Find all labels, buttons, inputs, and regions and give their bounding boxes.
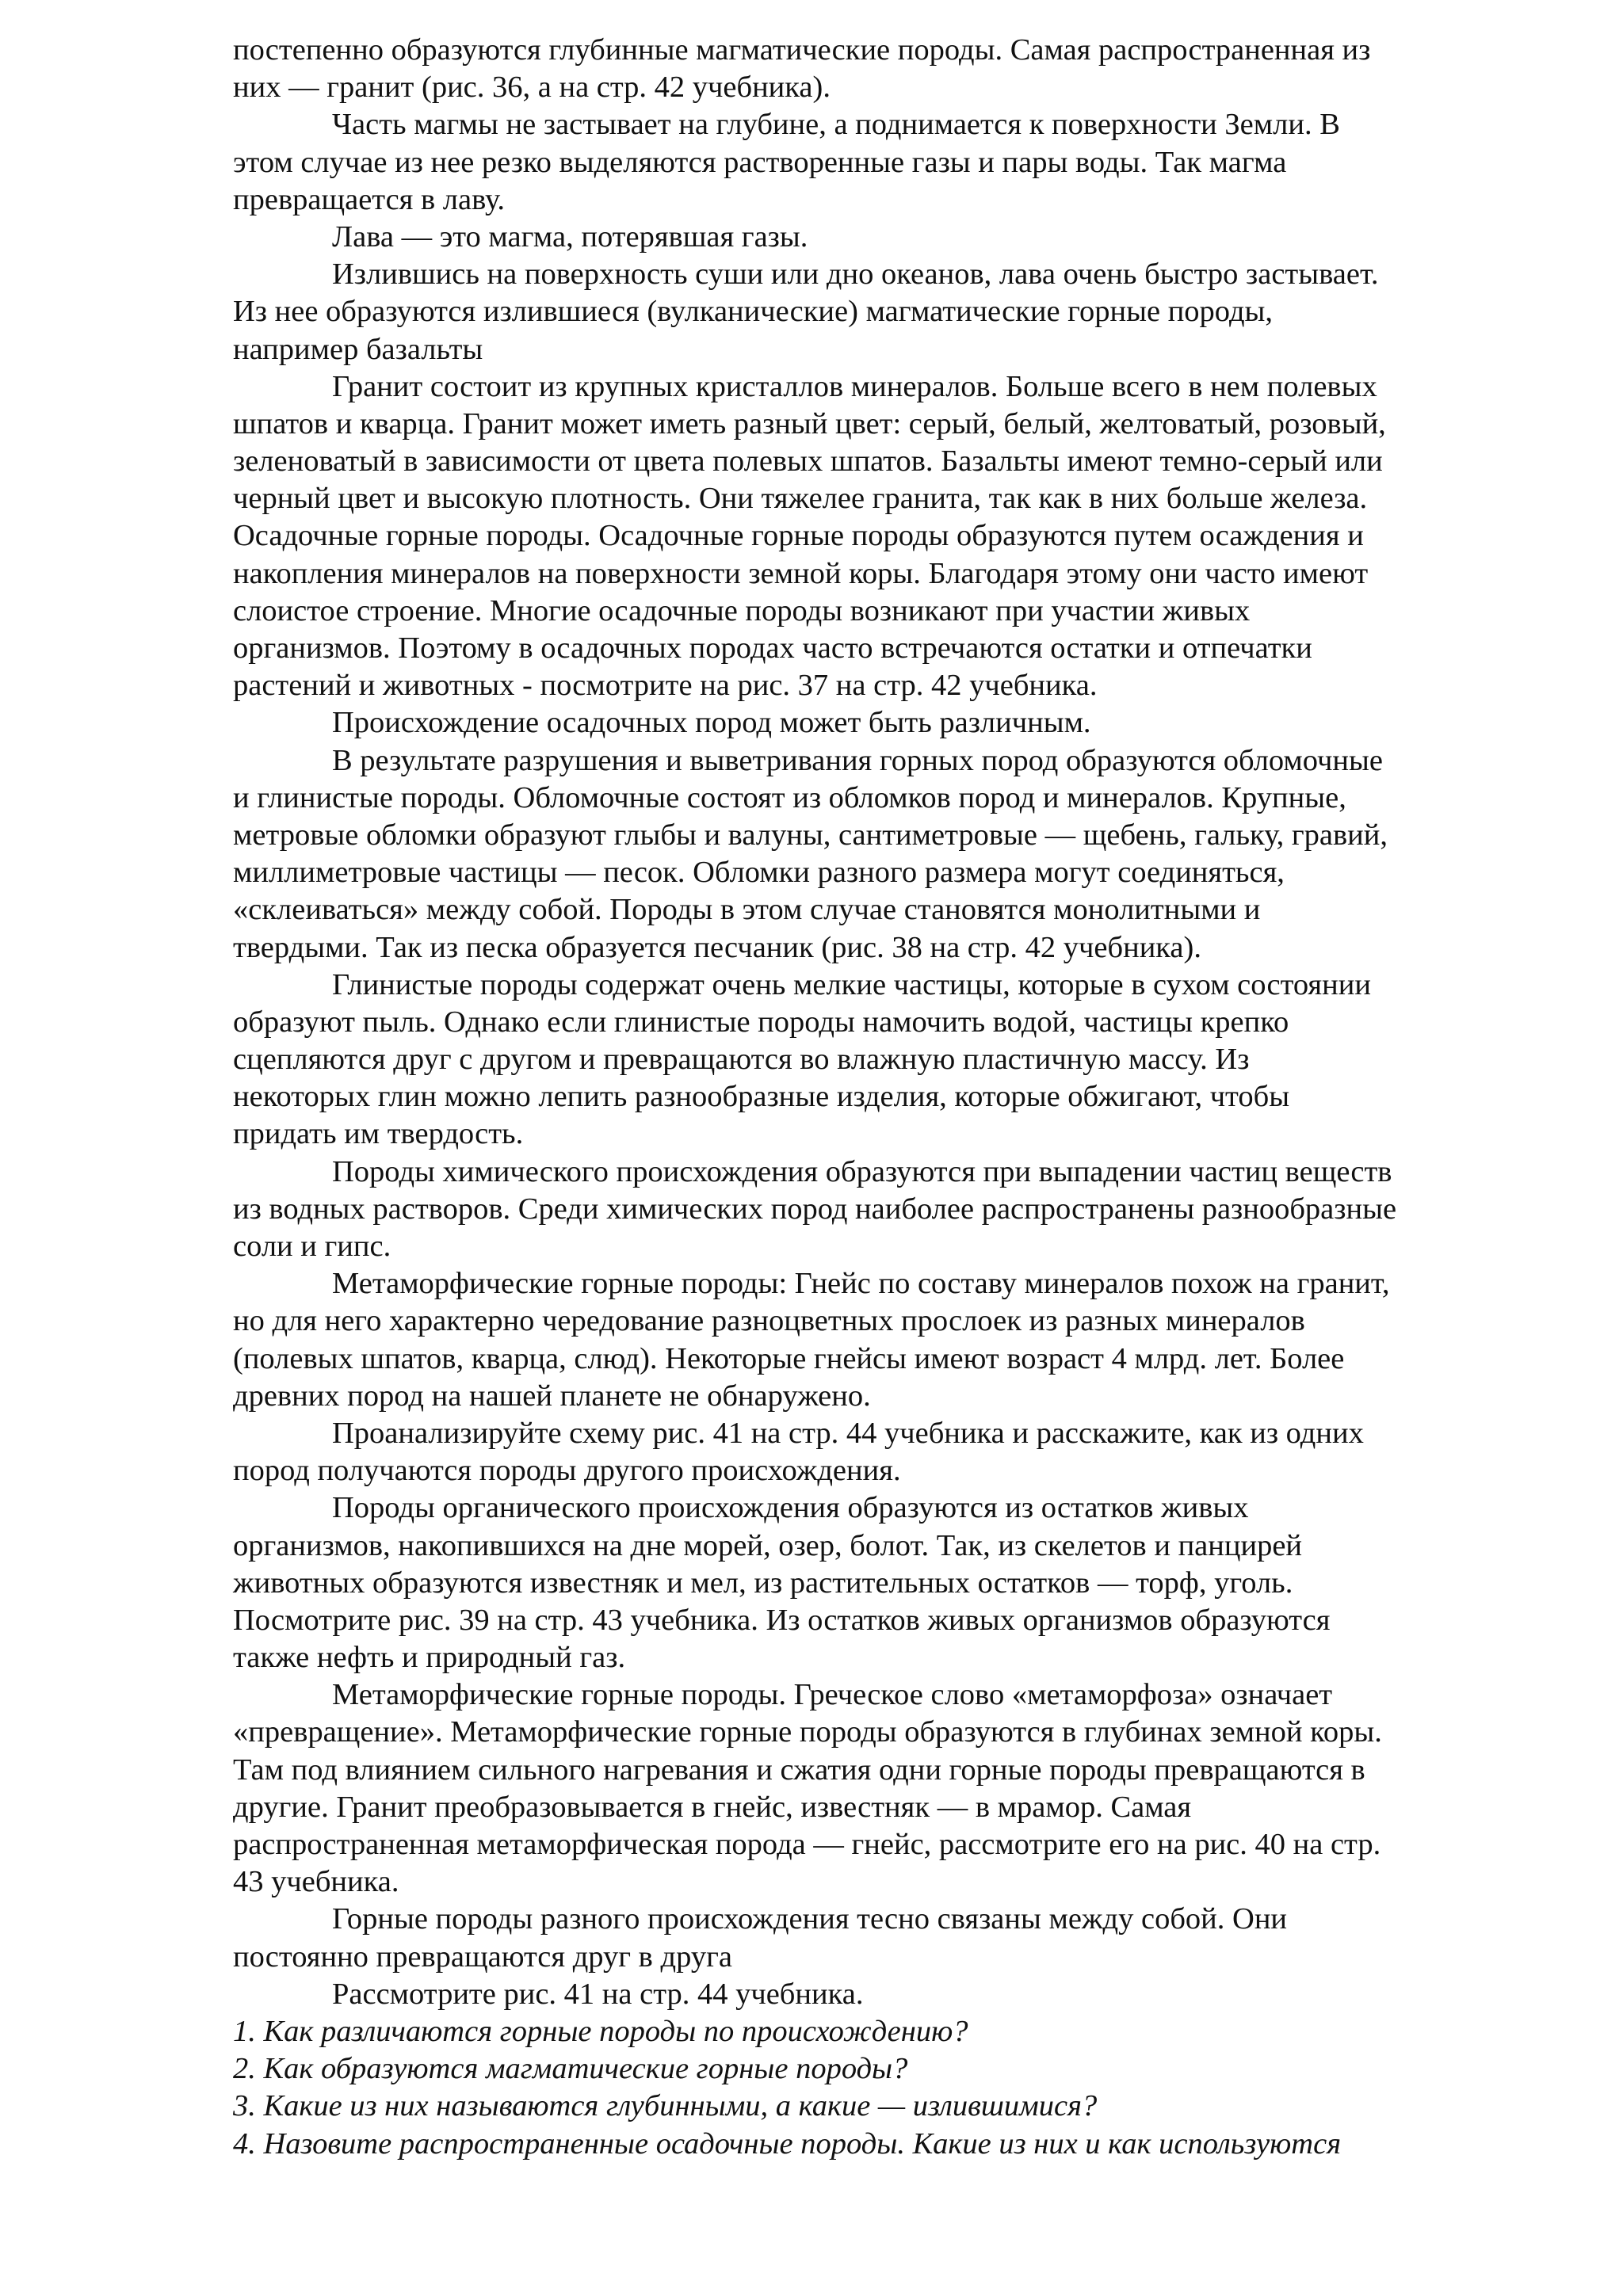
text-line: придать им твердость. (233, 1117, 524, 1151)
text-line: постепенно образуются глубинные магматические породы. Самая распространенная из (233, 33, 1371, 67)
text-line: Из нее образуются излившиеся (вулканические) магматические горные породы, (233, 295, 1274, 329)
text-line: метровые обломки образуют глыбы и валуны, сантиметровые — щебень, гальку, гравий, (233, 818, 1388, 852)
text-line: организмов, накопившихся на дне морей, озер, болот. Так, из скелетов и панцирей (233, 1528, 1303, 1562)
text-line: них — гранит (рис. 36, а на стр. 42 учебника). (233, 71, 831, 105)
document-page (233, 32, 1501, 2163)
text-line: распространенная метаморфическая порода — гнейс, рассмотрите его на рис. 40 на стр. (233, 1828, 1381, 1861)
text-line: другие. Гранит преобразовывается в гнейс, известняк — в мрамор. Самая (233, 1790, 1192, 1824)
question-line: 3. Какие из них называются глубинными, а какие — излившимися? (233, 2089, 1098, 2123)
question-line: 1. Как различаются горные породы по происхождению? (233, 2014, 968, 2048)
text-line: из водных растворов. Среди химических пород наиболее распространены разнообразные (233, 1192, 1397, 1226)
question-line: 4. Назовите распространенные осадочные породы. Какие из них и как используются (233, 2126, 1342, 2161)
text-line: «склеиваться» между собой. Породы в этом случае становятся монолитными и (233, 893, 1261, 927)
text-line: Горные породы разного происхождения тесно связаны между собой. Они (332, 1902, 1288, 1936)
text-line: Часть магмы не застывает на глубине, а поднимается к поверхности Земли. В (332, 108, 1340, 142)
text-line: например базальты (233, 332, 483, 366)
text-line: пород получаются породы другого происхождения. (233, 1454, 901, 1488)
text-line: слоистое строение. Многие осадочные породы возникают при участии живых (233, 593, 1251, 627)
text-line: также нефть и природный газ. (233, 1641, 626, 1675)
text-line: черный цвет и высокую плотность. Они тяжелее гранита, так как в них больше железа. (233, 482, 1368, 516)
text-line: Метаморфические горные породы: Гнейс по составу минералов похож на гранит, (332, 1267, 1390, 1301)
text-line: Происхождение осадочных пород может быть различным. (332, 706, 1091, 740)
text-line: Рассмотрите рис. 41 на стр. 44 учебника. (332, 1977, 864, 2011)
text-line: соли и гипс. (233, 1230, 391, 1263)
text-line: Осадочные горные породы. Осадочные горные породы образуются путем осаждения и (233, 519, 1364, 553)
text-line: постоянно превращаются друг в друга (233, 1939, 732, 1974)
text-line: В результате разрушения и выветривания горных пород образуются обломочные (332, 743, 1383, 777)
text-line: 43 учебника. (233, 1865, 399, 1899)
text-line: некоторых глин можно лепить разнообразные изделия, которые обжигают, чтобы (233, 1080, 1290, 1114)
text-line: организмов. Поэтому в осадочных породах часто встречаются остатки и отпечатки (233, 631, 1312, 665)
text-line: шпатов и кварца. Гранит может иметь разный цвет: серый, белый, желтоватый, розовый, (233, 406, 1386, 441)
text-line: животных образуются известняк и мел, из растительных остатков — торф, уголь. (233, 1566, 1293, 1600)
text-line: превращается в лаву. (233, 182, 505, 216)
text-line: Метаморфические горные породы. Греческое слово «метаморфоза» означает (332, 1678, 1333, 1712)
text-line: миллиметровые частицы — песок. Обломки разного размера могут соединяться, (233, 856, 1285, 890)
text-line: Лава — это магма, потерявшая газы. (332, 219, 808, 254)
text-line: накопления минералов на поверхности земной коры. Благодаря этому они часто имеют (233, 556, 1369, 590)
text-line: зеленоватый в зависимости от цвета полевых шпатов. Базальты имеют темно-серый или (233, 444, 1383, 479)
text-line: этом случае из нее резко выделяются растворенные газы и пары воды. Так магма (233, 145, 1287, 179)
text-line: но для него характерно чередование разноцветных прослоек из разных минералов (233, 1304, 1305, 1338)
text-line: Гранит состоит из крупных кристаллов минералов. Больше всего в нем полевых (332, 369, 1377, 403)
text-line: твердыми. Так из песка образуется песчаник (рис. 38 на стр. 42 учебника). (233, 930, 1201, 964)
text-line: и глинистые породы. Обломочные состоят из обломков пород и минералов. Крупные, (233, 780, 1346, 814)
text-line: «превращение». Метаморфические горные породы образуются в глубинах земной коры. (233, 1715, 1382, 1749)
text-line: Посмотрите рис. 39 на стр. 43 учебника. Из остатков живых организмов образуются (233, 1603, 1331, 1637)
text-line: растений и животных - посмотрите на рис. 37 на стр. 42 учебника. (233, 669, 1098, 703)
text-line: сцепляются друг с другом и превращаются во влажную пластичную массу. Из (233, 1043, 1250, 1077)
text-line: Глинистые породы содержат очень мелкие частицы, которые в сухом состоянии (332, 967, 1371, 1001)
text-line: Породы органического происхождения образуются из остатков живых (332, 1491, 1249, 1525)
text-line: Проанализируйте схему рис. 41 на стр. 44 учебника и расскажите, как из одних (332, 1416, 1364, 1450)
text-line: образуют пыль. Однако если глинистые породы намочить водой, частицы крепко (233, 1005, 1289, 1039)
text-line: Там под влиянием сильного нагревания и сжатия одни горные породы превращаются в (233, 1753, 1365, 1787)
text-line: Излившись на поверхность суши или дно океанов, лава очень быстро застывает. (332, 257, 1379, 292)
text-line: Породы химического происхождения образуются при выпадении частиц веществ (332, 1154, 1392, 1188)
text-line: древних пород на нашей планете не обнаружено. (233, 1379, 871, 1413)
question-line: 2. Как образуются магматические горные породы? (233, 2052, 908, 2086)
text-line: (полевых шпатов, кварца, слюд). Некоторые гнейсы имеют возраст 4 млрд. лет. Более (233, 1341, 1345, 1375)
